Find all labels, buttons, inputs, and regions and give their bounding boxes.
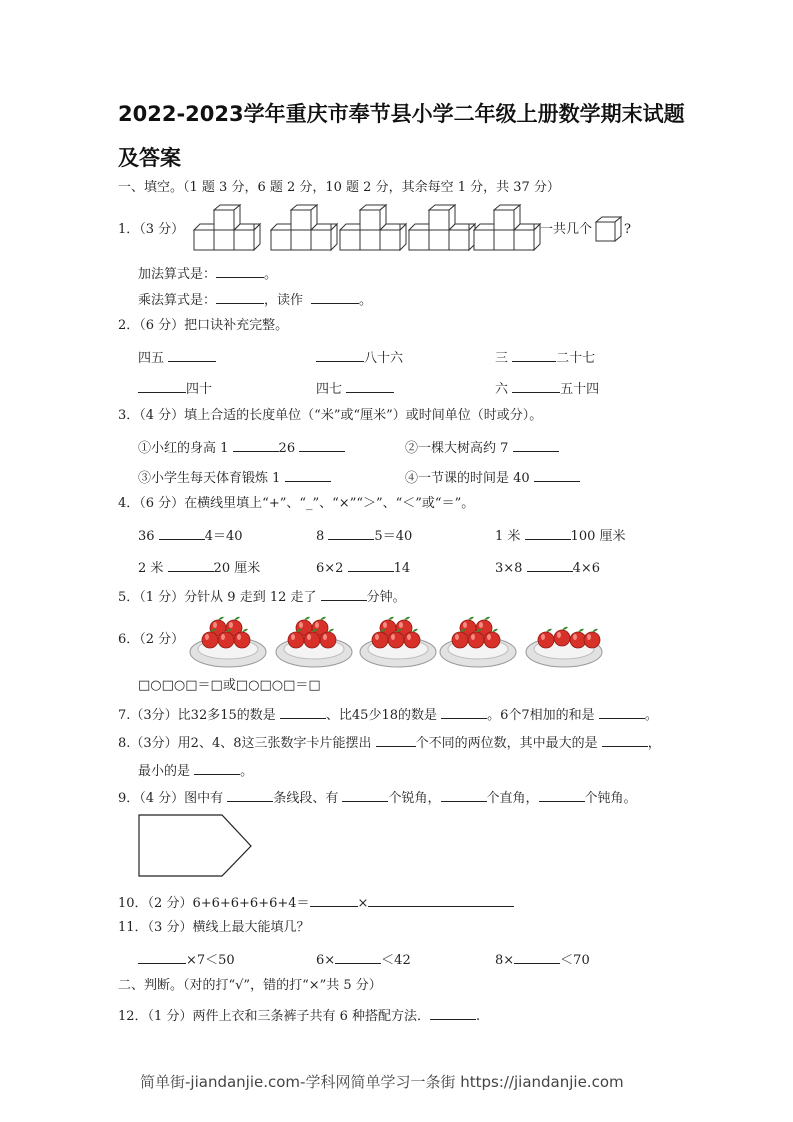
blank-q4-b[interactable] [328, 526, 374, 540]
q3-item-b [405, 438, 559, 457]
q11-item-c [495, 950, 590, 969]
q7-b: 、比45少18的数是 [325, 708, 437, 723]
q4-f1: 3×8 [495, 561, 523, 576]
q7-d: 。 [644, 708, 658, 723]
blank-q3-d[interactable] [534, 468, 580, 482]
q1-mul-end: 。 [359, 293, 373, 308]
blank-q9-d[interactable] [539, 788, 585, 802]
blank-q3-c[interactable] [285, 468, 331, 482]
q4-item-d [138, 558, 260, 577]
blank-q4-f[interactable] [527, 558, 573, 572]
footer-watermark: 简单街-jiandanjie.com-学科网简单学习一条街 https://jiandanjie.com [140, 1073, 624, 1091]
blank-q3-a1[interactable] [233, 438, 279, 452]
apple-plates-figure [190, 610, 610, 670]
q4-d1: 2 米 [138, 561, 164, 576]
q1-addition-label: 加法算式是： [138, 267, 217, 282]
blank-q4-e[interactable] [348, 558, 394, 572]
blank-q7-b[interactable] [441, 705, 487, 719]
blank-q2-f[interactable] [346, 379, 394, 393]
q4-item-c [495, 526, 626, 545]
q4-c1: 1 米 [495, 529, 521, 544]
q2-g-text: 六 [495, 382, 509, 397]
blank-q3-b[interactable] [513, 438, 559, 452]
blank-q2-a[interactable] [168, 348, 216, 362]
q9-a: 9．（4 分）图中有 [118, 791, 224, 806]
section-1-heading: 一、填空。（1 题 3 分，6 题 2 分，10 题 2 分，其余每空 1 分，共 37 分） [118, 180, 560, 195]
blank-q11-b[interactable] [335, 950, 381, 964]
q2-d-text: 二十七 [556, 351, 596, 366]
q11-c2: ＜70 [560, 953, 590, 968]
blank-q2-c[interactable] [512, 348, 556, 362]
blank-q3-a2[interactable] [299, 438, 345, 452]
q3-c: ③小学生每天体育锻炼 1 [138, 471, 281, 486]
q2-item-a [138, 348, 216, 367]
q4-a1: 36 [138, 529, 155, 544]
blank-q1-mul[interactable] [216, 290, 264, 304]
q2-e-text: 四十 [186, 382, 213, 397]
q11-b1: 6× [316, 953, 336, 968]
title-line-1: 2022-2023学年重庆市奉节县小学二年级上册数学期末试题 [118, 102, 685, 126]
blank-q9-b[interactable] [342, 788, 388, 802]
q2-b-text: 八十六 [364, 351, 404, 366]
blank-q7-a[interactable] [280, 705, 326, 719]
blank-q4-d[interactable] [168, 558, 214, 572]
q2-item-g [495, 379, 599, 398]
q6-formula: □○□○□＝□或□○□○□＝□ [138, 678, 321, 693]
q2-item-f [316, 379, 394, 398]
q12-line [118, 1006, 480, 1025]
q3-item-d [405, 468, 580, 487]
blank-q2-g[interactable] [512, 379, 560, 393]
q2-f-text: 四七 [316, 382, 343, 397]
q8-e: 。 [240, 764, 254, 779]
q5-a: 5．（1 分）分针从 9 走到 12 走了 [118, 590, 317, 605]
q9-e: 个钝角。 [584, 791, 637, 806]
q3-b: ②一棵大树高约 7 [405, 441, 509, 456]
q1-multiplication-line [138, 290, 372, 309]
q11-c1: 8× [495, 953, 515, 968]
q1-label: 1．（3 分） [118, 222, 185, 237]
blank-q4-c[interactable] [525, 526, 571, 540]
q9-line [118, 788, 637, 807]
q12-b: . [475, 1009, 481, 1024]
q1-read: ，读作 [264, 293, 304, 308]
blank-q10-b[interactable] [368, 893, 514, 907]
q4-item-f [495, 558, 600, 577]
q10-b: × [357, 896, 369, 911]
q9-d: 个直角， [486, 791, 539, 806]
q4-a2: 4＝40 [204, 529, 243, 544]
section-2-heading: 二、判断。（对的打“√”，错的打“×”共 5 分） [118, 978, 382, 993]
q3-a2: 26 [278, 441, 296, 456]
q1-add-end: 。 [264, 267, 278, 282]
q10-a: 10．（2 分）6+6+6+6+6+4＝ [118, 896, 310, 911]
blank-q1-add[interactable] [216, 264, 264, 278]
q4-e2: 14 [393, 561, 411, 576]
q3-item-a [138, 438, 345, 457]
q7-line [118, 705, 658, 724]
pentagon-figure [138, 814, 254, 878]
q11-a: ×7＜50 [186, 953, 235, 968]
title-line-2: 及答案 [118, 146, 181, 170]
q4-item-a [138, 526, 243, 545]
q2-c-text: 三 [495, 351, 509, 366]
blank-q2-e[interactable] [138, 379, 186, 393]
q11-item-b [316, 950, 411, 969]
q11-b2: ＜42 [381, 953, 411, 968]
q4-label: 4．（6 分）在横线里填上“+”、“_”、“×”“＞”、“＜”或“＝”。 [118, 496, 475, 511]
blank-q10-a[interactable] [310, 893, 358, 907]
blank-q1-read[interactable] [311, 290, 359, 304]
q4-item-e [316, 558, 410, 577]
q9-c: 个锐角， [388, 791, 441, 806]
q5-b: 分钟。 [366, 590, 406, 605]
q8-d: 最小的是 [138, 764, 191, 779]
q3-label: 3．（4 分）填上合适的长度单位（“米”或“厘米”）或时间单位（时或分）。 [118, 408, 543, 423]
q3-a1: ①小红的身高 1 [138, 441, 229, 456]
blank-q8-d[interactable] [194, 761, 240, 775]
q9-b: 条线段、有 [273, 791, 339, 806]
q8-line-1 [118, 733, 661, 752]
q1-question-mark: ? [624, 222, 631, 237]
q4-d2: 20 厘米 [213, 561, 261, 576]
q2-label: 2．（6 分）把口诀补充完整。 [118, 318, 289, 333]
blank-q12[interactable] [430, 1006, 476, 1020]
q2-item-b [316, 348, 403, 367]
q2-item-e [138, 379, 212, 398]
q8-c: ， [647, 736, 661, 751]
blank-q11-a[interactable] [138, 950, 186, 964]
q8-line-2 [138, 761, 253, 780]
q8-b: 个不同的两位数，其中最大的是 [415, 736, 598, 751]
q4-f2: 4×6 [572, 561, 601, 576]
q3-d: ④一节课的时间是 40 [405, 471, 530, 486]
q5-line [118, 587, 406, 606]
q6-label: 6．（2 分） [118, 632, 185, 647]
blank-q8-b[interactable] [602, 733, 648, 747]
single-cube-icon [595, 216, 623, 242]
q7-a: 7.（3分）比32多15的数是 [118, 708, 276, 723]
q4-c2: 100 厘米 [570, 529, 626, 544]
q1-addition-line [138, 264, 277, 283]
q8-a: 8.（3分）用2、4、8这三张数字卡片能摆出 [118, 736, 372, 751]
blank-q9-a[interactable] [227, 788, 273, 802]
blank-q8-a[interactable] [376, 733, 416, 747]
q11-item-a [138, 950, 235, 969]
q3-item-c [138, 468, 331, 487]
q2-item-c [495, 348, 595, 367]
blank-q11-c[interactable] [514, 950, 560, 964]
q4-item-b [316, 526, 412, 545]
q1-mul-label: 乘法算式是： [138, 293, 217, 308]
blank-q7-c[interactable] [599, 705, 645, 719]
q12-a: 12．（1 分）两件上衣和三条裤子共有 6 种搭配方法． [118, 1009, 430, 1024]
cube-groups-figure [192, 205, 542, 253]
blank-q4-a[interactable] [159, 526, 205, 540]
q4-b2: 5＝40 [374, 529, 413, 544]
q4-b1: 8 [316, 529, 325, 544]
q11-label: 11．（3 分）横线上最大能填几？ [118, 920, 310, 935]
blank-q5[interactable] [321, 587, 367, 601]
q2-h-text: 五十四 [560, 382, 600, 397]
q1-tail: 一共几个 [540, 222, 593, 237]
blank-q2-b[interactable] [316, 348, 364, 362]
q7-c: 。6个7相加的和是 [487, 708, 595, 723]
q10-line [118, 893, 514, 912]
q2-a-text: 四五 [138, 351, 165, 366]
blank-q9-c[interactable] [441, 788, 487, 802]
q4-e1: 6×2 [316, 561, 344, 576]
